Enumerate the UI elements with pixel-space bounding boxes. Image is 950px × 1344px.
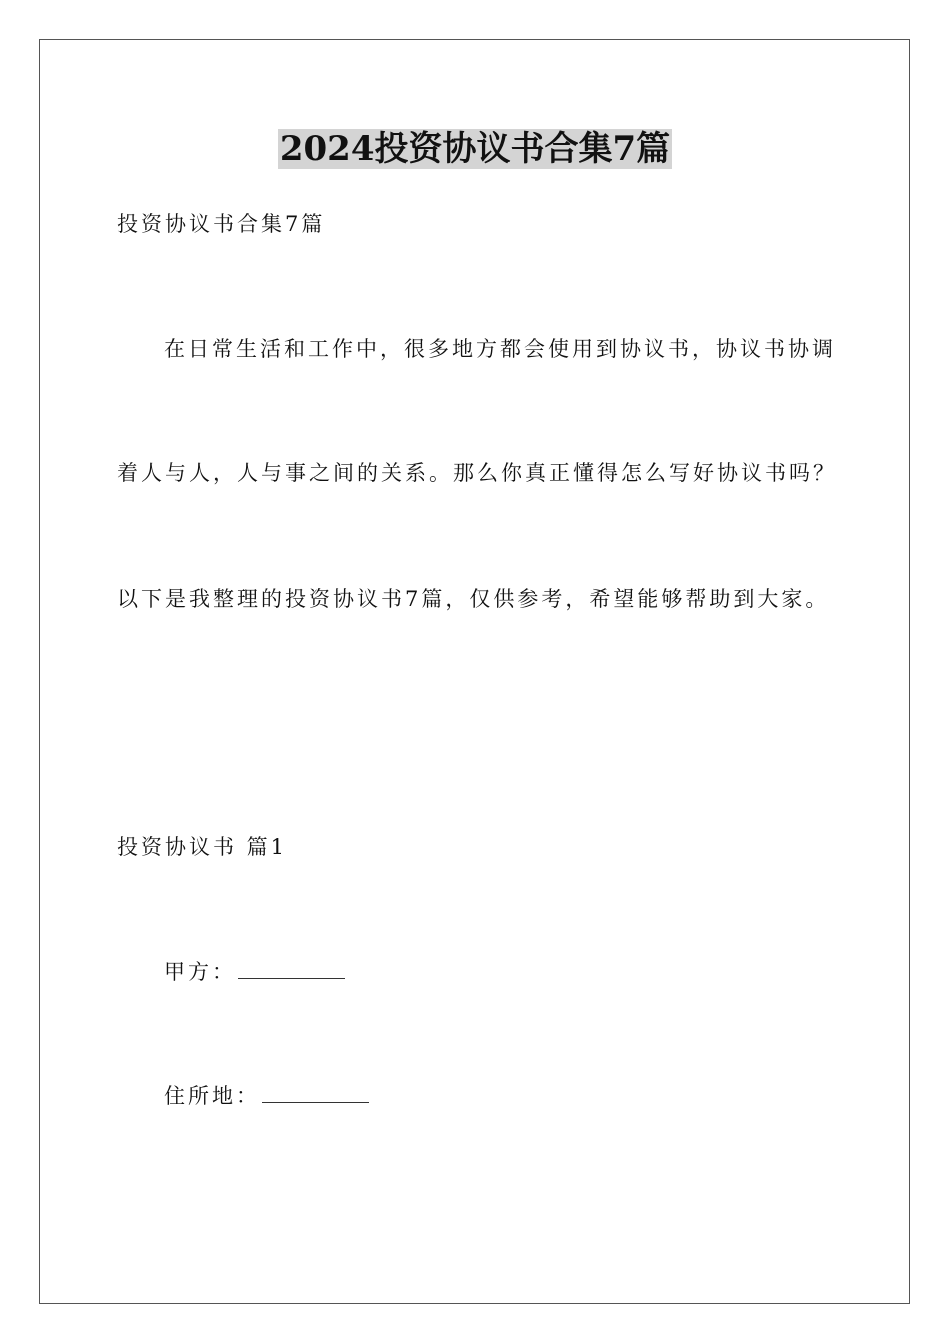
intro-paragraph-line-3: 以下是我整理的投资协议书7篇，仅供参考，希望能够帮助到大家。 [117,587,830,611]
intro-paragraph-line-1: 在日常生活和工作中，很多地方都会使用到协议书，协议书协调 [164,337,836,361]
field-address [164,1081,369,1111]
field-address-blank[interactable] [262,1082,369,1103]
document-subtitle: 投资协议书合集7篇 [117,212,326,236]
field-address-label: 住所地： [164,1084,260,1108]
field-party-a-label: 甲方： [164,960,236,984]
field-party-a-blank[interactable] [238,958,345,979]
intro-paragraph-line-2: 着人与人，人与事之间的关系。那么你真正懂得怎么写好协议书吗？ [117,461,837,485]
field-party-a [164,957,345,987]
document-title-text: 2024投资协议书合集7篇 [279,129,671,169]
section-heading: 投资协议书 篇1 [117,835,288,859]
document-title [0,126,950,172]
